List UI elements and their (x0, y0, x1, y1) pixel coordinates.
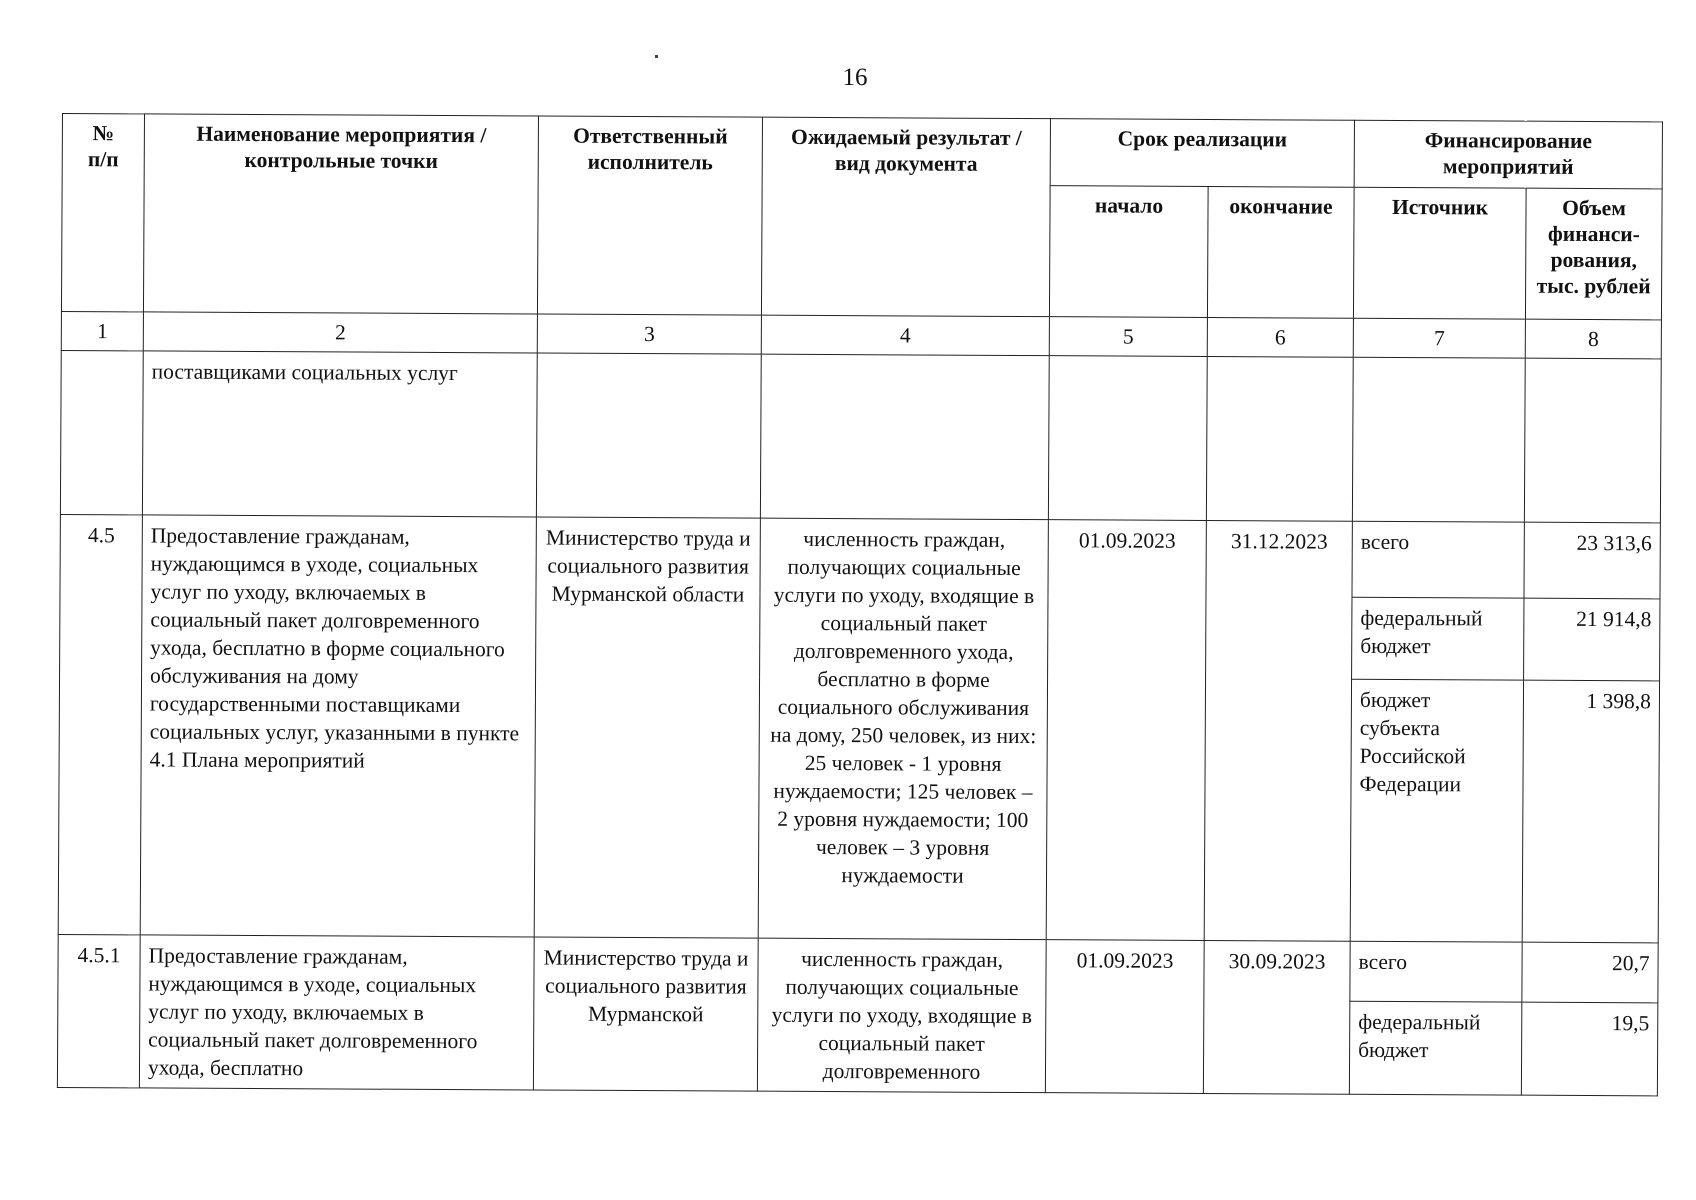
header-expected-result: Ожидаемый результат / вид документа (761, 117, 1050, 317)
finance-volume: 23 313,6 (1524, 522, 1660, 599)
item-expected-result: численность граждан, получающих социальные услуги по уходу, входящие в социальный пакет долговременного (757, 938, 1046, 1093)
item-start-date: 01.09.2023 (1046, 520, 1206, 941)
item-responsible: Министерство труда и социального развития Мурманской области (534, 517, 760, 938)
column-number: 1 (61, 311, 143, 350)
continuation-text: поставщиками социальных услуг (142, 351, 537, 517)
header-source: Источник (1353, 187, 1526, 319)
header-number: № п/п (61, 114, 144, 312)
item-number: 4.5 (58, 514, 142, 934)
column-number: 4 (761, 315, 1049, 356)
header-financing: Финансирование мероприятий (1354, 120, 1662, 189)
column-number: 8 (1525, 319, 1661, 359)
item-end-date: 31.12.2023 (1204, 520, 1352, 941)
finance-source: федеральный бюджет (1349, 1001, 1521, 1095)
header-volume: Объем финанси-рования, тыс. рублей (1525, 188, 1662, 320)
page-number: 16 (842, 64, 868, 91)
column-number: 5 (1049, 317, 1207, 357)
header-implementation-term: Срок реализации (1050, 119, 1354, 188)
activity-plan-table (57, 113, 1663, 1096)
item-end-date: 30.09.2023 (1203, 940, 1350, 1094)
item-name: Предоставление гражданам, нуждающимся в уходе, социальных услуг по уходу, включаемых в социальный пакет долговременного ухода, бесплатно (139, 935, 534, 1090)
item-name: Предоставление гражданам, нуждающимся в уходе, социальных услуг по уходу, включаемых в социальный пакет долговременного ухода, бесплатно в форме социального обслуживания на дому государственными поставщиками социальных услуг, указанными в пункте 4.1 Плана мероприятий (140, 515, 536, 937)
finance-volume: 21 914,8 (1524, 598, 1660, 681)
finance-volume: 20,7 (1522, 942, 1658, 1002)
table-row (60, 514, 1660, 598)
column-number: 6 (1207, 318, 1353, 358)
column-number: 3 (537, 314, 761, 354)
header-row (62, 114, 1662, 189)
finance-volume: 19,5 (1521, 1002, 1658, 1096)
item-responsible: Министерство труда и социального развития Мурманской (533, 937, 758, 1091)
item-number: 4.5.1 (57, 934, 140, 1087)
scan-dot (655, 55, 658, 58)
header-responsible: Ответственный исполнитель (537, 116, 762, 315)
item-expected-result: численность граждан, получающих социальные услуги по уходу, входящие в социальный пакет долговременного ухода, бесплатно в форме социального обслуживания на дому, 250 человек, из них: 25 человек - 1 уровня нуждаемости; 125 человек – 2 уровня нуждаемости; 100 человек – 3 уровня нуждаемости (758, 518, 1048, 940)
column-number: 7 (1353, 318, 1525, 358)
finance-source: всего (1350, 941, 1522, 1001)
finance-source: всего (1352, 521, 1524, 598)
finance-source: федеральный бюджет (1352, 597, 1524, 680)
table-row (58, 934, 1658, 1002)
finance-volume: 1 398,8 (1522, 680, 1659, 943)
header-activity-name: Наименование мероприятия / контрольные точки (143, 114, 538, 314)
item-start-date: 01.09.2023 (1045, 940, 1204, 1094)
continuation-number-cell (60, 350, 143, 514)
column-number: 2 (143, 312, 537, 353)
finance-source: бюджет субъекта Российской Федерации (1350, 679, 1523, 942)
header-term-start: начало (1049, 186, 1208, 318)
header-term-end: окончание (1207, 187, 1354, 319)
continuation-row (60, 350, 1661, 522)
